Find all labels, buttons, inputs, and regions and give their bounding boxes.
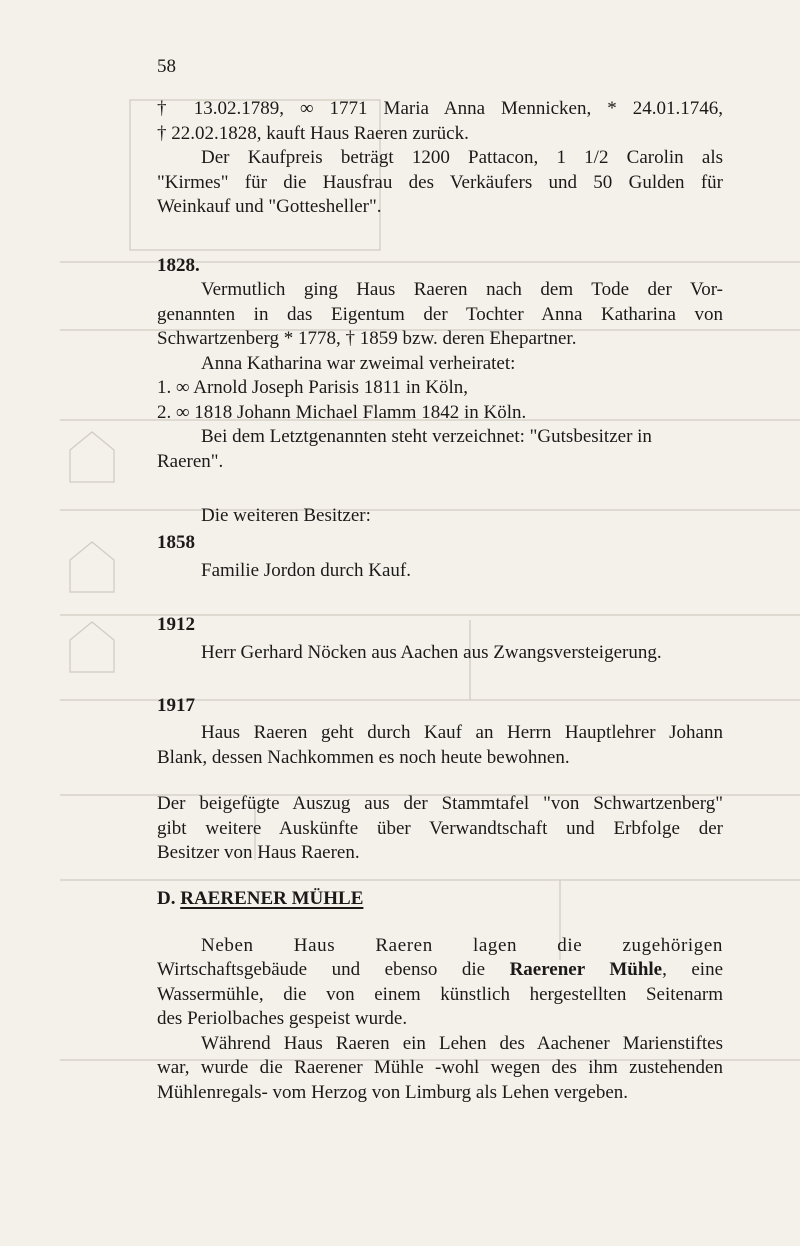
text-column <box>157 56 723 1105</box>
owners-list <box>157 504 723 666</box>
page-number: 58 <box>157 56 176 77</box>
line: Mühlenregals- vom Herzog von Limburg als Lehen vergeben. <box>157 1081 629 1103</box>
line: genannten in das Eigentum der Tochter Anna Katharina von <box>157 303 723 325</box>
line: Wassermühle, die von einem künstlich hergestellten Seitenarm <box>157 983 723 1005</box>
paragraph-muehle-2 <box>157 1032 723 1106</box>
bleed-house-1 <box>70 432 114 482</box>
line: Neben Haus Raeren lagen die zugehörigen <box>201 934 723 956</box>
block-1917 <box>157 694 723 771</box>
line: † 13.02.1789, ∞ 1771 Maria Anna Mennicken, * 24.01.1746, <box>157 98 723 119</box>
block-1828 <box>157 254 723 475</box>
owner-text: Familie Jordon durch Kauf. <box>201 560 412 581</box>
section-title: RAERENER MÜHLE <box>180 887 364 909</box>
line: war, wurde die Raerener Mühle -wohl wegen des ihm zustehenden <box>157 1057 723 1078</box>
paragraph-muehle-1 <box>157 934 723 1032</box>
line: Schwartzenberg * 1778, † 1859 bzw. deren Ehepartner. <box>157 328 577 349</box>
line <box>157 958 723 983</box>
line: Weinkauf und "Gottesheller". <box>157 196 382 217</box>
line: Haus Raeren geht durch Kauf an Herrn Hauptlehrer Johann <box>201 722 723 743</box>
section-letter: D. <box>157 887 176 909</box>
line: Besitzer von Haus Raeren. <box>157 842 360 863</box>
line: 2. ∞ 1818 Johann Michael Flamm 1842 in Köln. <box>157 401 527 423</box>
owner-text: Herr Gerhard Nöcken aus Aachen aus Zwangsversteigerung. <box>201 642 662 663</box>
year-heading: 1917 <box>157 694 195 716</box>
line: "Kirmes" für die Hausfrau des Verkäufers und 50 Gulden für <box>157 171 723 193</box>
line: † 22.02.1828, kauft Haus Raeren zurück. <box>157 122 469 144</box>
line: Raeren". <box>157 450 224 472</box>
line: Der Kaufpreis beträgt 1200 Pattacon, 1 1/2 Carolin als <box>201 147 723 168</box>
owners-intro: Die weiteren Besitzer: <box>201 505 371 526</box>
owner-year: 1912 <box>157 613 195 635</box>
line: Vermutlich ging Haus Raeren nach dem Tode der Vor- <box>201 279 723 300</box>
year-heading: 1828. <box>157 254 200 276</box>
owner-year: 1858 <box>157 531 195 553</box>
line: gibt weitere Auskünfte über Verwandtschaft und Erbfolge der <box>157 817 723 839</box>
text-run: , eine <box>662 959 723 980</box>
bleed-house-2 <box>70 542 114 592</box>
line: 1. ∞ Arnold Joseph Parisis 1811 in Köln, <box>157 377 469 398</box>
text-run: Wirtschaftsgebäude und ebenso die <box>157 959 510 980</box>
block-mennicken <box>157 97 723 220</box>
line: Während Haus Raeren ein Lehen des Aachener Marienstiftes <box>201 1032 723 1054</box>
bleed-house-3 <box>70 622 114 672</box>
block-stammtafel <box>157 792 723 866</box>
section-heading <box>157 888 723 910</box>
line: Bei dem Letztgenannten steht verzeichnet: "Gutsbesitzer in <box>201 426 652 447</box>
line: Der beigefügte Auszug aus der Stammtafel "von Schwartzenberg" <box>157 793 723 814</box>
mill-name: Raerener Mühle <box>509 959 663 980</box>
line: des Periolbaches gespeist wurde. <box>157 1008 408 1029</box>
line: Blank, dessen Nachkommen es noch heute bewohnen. <box>157 746 570 768</box>
line: Anna Katharina war zweimal verheiratet: <box>201 352 516 374</box>
